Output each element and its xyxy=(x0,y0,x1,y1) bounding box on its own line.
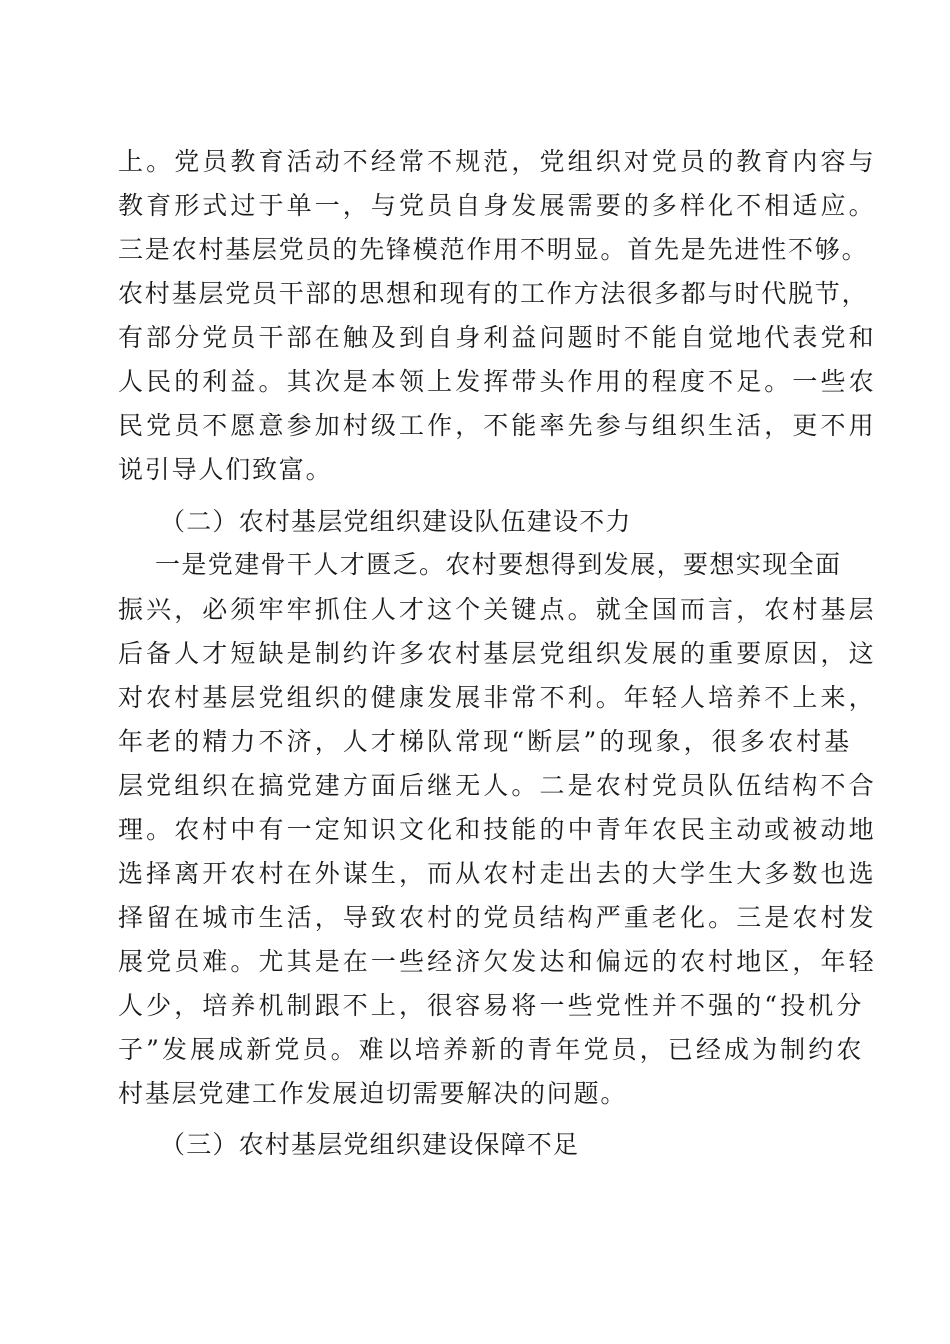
text-line: 上。党员教育活动不经常不规范，党组织对党员的教育内容与 xyxy=(118,147,877,176)
text-line: 民党员不愿意参加村级工作，不能率先参与组织生活，更不用 xyxy=(118,411,877,440)
section-heading-2: （二）农村基层党组织建设队伍建设不力 xyxy=(160,507,632,536)
text-line: 农村基层党员干部的思想和现有的工作方法很多都与时代脱节， xyxy=(118,279,869,308)
text-line: 理。农村中有一定知识文化和技能的中青年农民主动或被动地 xyxy=(118,815,877,844)
text-line: 层党组织在搞党建方面后继无人。二是农村党员队伍结构不合 xyxy=(118,771,877,800)
text-line: 选择离开农村在外谋生，而从农村走出去的大学生大多数也选 xyxy=(118,859,877,888)
text-line: 展党员难。尤其是在一些经济欠发达和偏远的农村地区，年轻 xyxy=(118,947,877,976)
text-line: 子”发展成新党员。难以培养新的青年党员，已经成为制约农 xyxy=(118,1035,865,1064)
text-line: 振兴，必须牢牢抓住人才这个关键点。就全国而言，农村基层 xyxy=(118,595,877,624)
text-line: 教育形式过于单一，与党员自身发展需要的多样化不相适应。 xyxy=(118,191,877,220)
text-line: 后备人才短缺是制约许多农村基层党组织发展的重要原因，这 xyxy=(118,639,877,668)
text-line: 一是党建骨干人才匮乏。农村要想得到发展，要想实现全面 xyxy=(155,550,842,579)
text-line: 有部分党员干部在触及到自身利益问题时不能自觉地代表党和 xyxy=(118,323,877,352)
text-line: 说引导人们致富。 xyxy=(118,455,333,484)
text-line: 年老的精力不济，人才梯队常现“断层”的现象，很多农村基 xyxy=(118,727,853,756)
text-line: 择留在城市生活，导致农村的党员结构严重老化。三是农村发 xyxy=(118,903,877,932)
text-line: 对农村基层党组织的健康发展非常不利。年轻人培养不上来， xyxy=(118,683,877,712)
text-line: 三是农村基层党员的先锋模范作用不明显。首先是先进性不够。 xyxy=(118,235,869,264)
text-line: 村基层党建工作发展迫切需要解决的问题。 xyxy=(118,1079,628,1108)
section-heading-3: （三）农村基层党组织建设保障不足 xyxy=(160,1130,580,1159)
text-line: 人民的利益。其次是本领上发挥带头作用的程度不足。一些农 xyxy=(118,367,877,396)
text-line: 人少，培养机制跟不上，很容易将一些党性并不强的“投机分 xyxy=(118,991,865,1020)
